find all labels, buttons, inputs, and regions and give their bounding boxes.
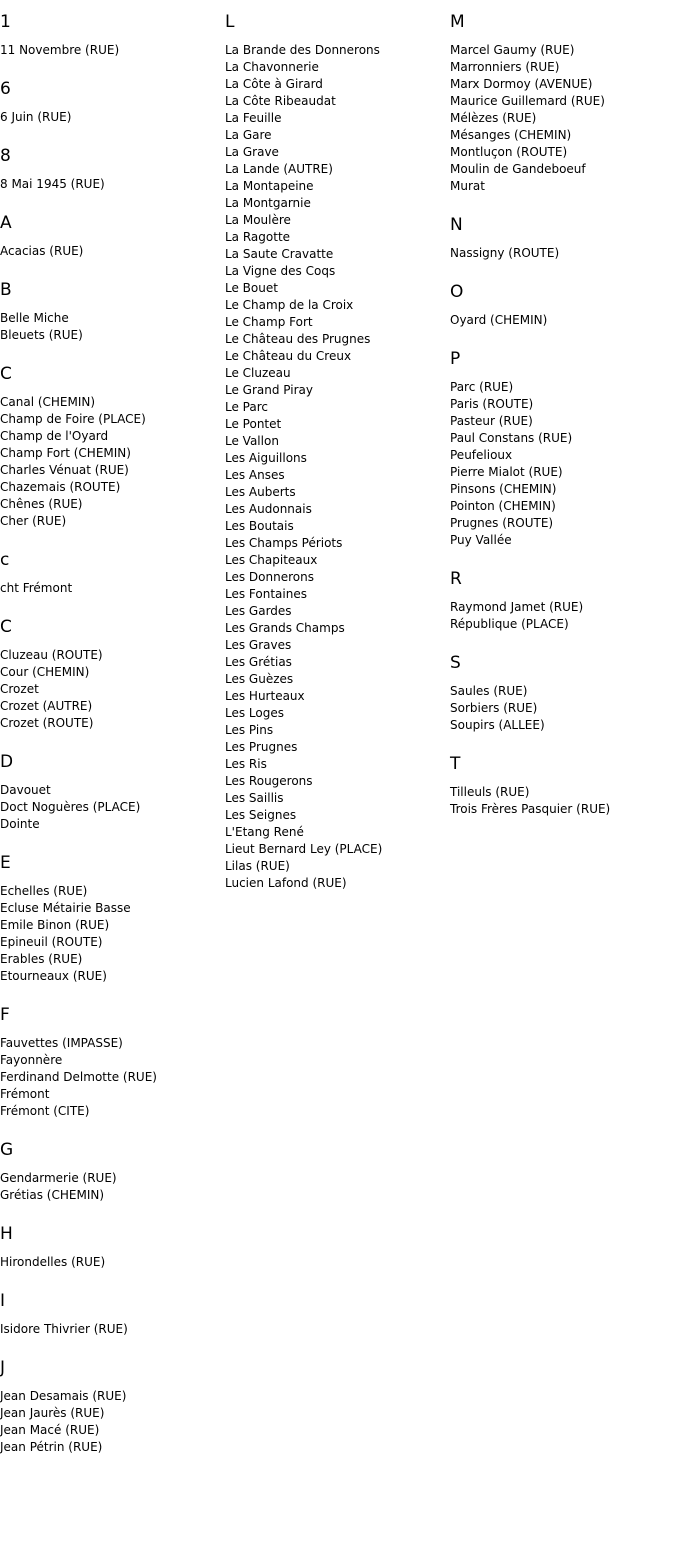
street-link[interactable]: Saules (RUE) [450,684,528,698]
street-link[interactable]: Paris (ROUTE) [450,397,534,411]
street-link[interactable]: Echelles (RUE) [0,884,88,898]
street-link[interactable]: Le Vallon [225,434,279,448]
letter-heading: C [0,364,12,384]
street-link[interactable]: Les Saillis [225,791,284,805]
street-list [0,42,225,59]
street-link[interactable]: Les Anses [225,468,285,482]
street-list [225,42,450,892]
letter-heading: B [0,280,12,300]
street-link[interactable]: Champ de Foire (PLACE) [0,412,146,426]
street-link[interactable]: Soupirs (ALLEE) [450,718,545,732]
street-link[interactable]: Jean Pétrin (RUE) [0,1440,103,1454]
street-list [450,784,675,818]
street-link[interactable]: Belle Miche [0,311,69,325]
street-link[interactable]: La Grave [225,145,279,159]
street-link[interactable]: Emile Binon (RUE) [0,918,110,932]
letter-heading: F [0,1005,10,1025]
letter-heading: I [0,1291,6,1311]
street-link[interactable]: Les Grands Champs [225,621,345,635]
street-list [0,109,225,126]
letter-heading: D [0,752,14,772]
street-link[interactable]: Raymond Jamet (RUE) [450,600,584,614]
street-link[interactable]: Grétias (CHEMIN) [0,1188,105,1202]
street-list [0,1321,225,1338]
street-link[interactable]: Doct Noguères (PLACE) [0,800,141,814]
street-link[interactable]: Davouet [0,783,51,797]
street-link[interactable]: Les Guèzes [225,672,294,686]
street-link[interactable]: Les Hurteaux [225,689,305,703]
letter-heading: R [450,569,462,589]
street-link[interactable]: La Chavonnerie [225,60,319,74]
street-list [0,1035,225,1120]
street-link[interactable]: Fayonnère [0,1053,63,1067]
street-link[interactable]: Marcel Gaumy (RUE) [450,43,575,57]
street-list [0,647,225,732]
street-link[interactable]: La Lande (AUTRE) [225,162,333,176]
street-link[interactable]: Le Bouet [225,281,278,295]
letter-section [0,1358,225,1456]
street-link[interactable]: Canal (CHEMIN) [0,395,96,409]
street-link[interactable]: Puy Vallée [450,533,512,547]
letter-heading: H [0,1224,13,1244]
street-link[interactable]: 11 Novembre (RUE) [0,43,120,57]
street-link[interactable]: Les Pins [225,723,274,737]
street-link[interactable]: Chênes (RUE) [0,497,83,511]
street-link[interactable]: Prugnes (ROUTE) [450,516,554,530]
letter-section [450,215,675,262]
street-link[interactable]: Les Auberts [225,485,296,499]
street-link[interactable]: Bleuets (RUE) [0,328,83,342]
street-link[interactable]: Montluçon (ROUTE) [450,145,568,159]
street-link[interactable]: Pasteur (RUE) [450,414,533,428]
street-link[interactable]: Charles Vénuat (RUE) [0,463,129,477]
street-link[interactable]: Frémont (CITE) [0,1104,90,1118]
street-link[interactable]: Isidore Thivrier (RUE) [0,1322,128,1336]
street-link[interactable]: Les Seignes [225,808,297,822]
letter-heading: O [450,282,464,302]
letter-heading: M [450,12,465,32]
street-list [0,176,225,193]
street-link[interactable]: Les Prugnes [225,740,298,754]
street-link[interactable]: Crozet [0,682,39,696]
street-link[interactable]: Ferdinand Delmotte (RUE) [0,1070,157,1084]
street-link[interactable]: La Gare [225,128,272,142]
street-link[interactable]: cht Frémont [0,581,73,595]
street-list [0,243,225,260]
letter-heading: S [450,653,461,673]
letter-heading: 8 [0,146,11,166]
street-link[interactable]: Paul Constans (RUE) [450,431,573,445]
letter-section [0,1140,225,1204]
letter-section [0,146,225,193]
street-link[interactable]: Frémont [0,1087,50,1101]
street-list [0,394,225,530]
street-link[interactable]: Les Loges [225,706,284,720]
letter-section [0,79,225,126]
street-link[interactable]: Chazemais (ROUTE) [0,480,121,494]
street-link[interactable]: Mélèzes (RUE) [450,111,537,125]
street-link[interactable]: Marx Dormoy (AVENUE) [450,77,593,91]
street-link[interactable]: Etourneaux (RUE) [0,969,107,983]
letter-heading: J [0,1358,6,1378]
street-link[interactable]: La Brande des Donnerons [225,43,380,57]
letter-section [0,550,225,597]
street-link[interactable]: Maurice Guillemard (RUE) [450,94,605,108]
street-link[interactable]: Pointon (CHEMIN) [450,499,556,513]
street-link[interactable]: Cour (CHEMIN) [0,665,90,679]
street-link[interactable]: Crozet (AUTRE) [0,699,93,713]
letter-section [450,12,675,195]
letter-section [0,1005,225,1120]
street-link[interactable]: Le Grand Piray [225,383,313,397]
letter-section [450,349,675,549]
street-link[interactable]: Fauvettes (IMPASSE) [0,1036,123,1050]
street-link[interactable]: 8 Mai 1945 (RUE) [0,177,105,191]
street-link[interactable]: Jean Macé (RUE) [0,1423,100,1437]
street-link[interactable]: Champ Fort (CHEMIN) [0,446,131,460]
letter-section [450,653,675,734]
letter-heading: T [450,754,461,774]
letter-section [450,569,675,633]
letter-heading: L [225,12,235,32]
index-column-2 [225,0,450,892]
letter-section [0,364,225,530]
street-link[interactable]: Crozet (ROUTE) [0,716,94,730]
street-link[interactable]: Hirondelles (RUE) [0,1255,106,1269]
street-link[interactable]: Le Cluzeau [225,366,291,380]
street-link[interactable]: République (PLACE) [450,617,569,631]
street-link[interactable]: La Vigne des Coqs [225,264,336,278]
letter-heading: 1 [0,12,11,32]
street-link[interactable]: Dointe [0,817,40,831]
street-link[interactable]: Les Rougerons [225,774,313,788]
street-link[interactable]: Oyard (CHEMIN) [450,313,548,327]
street-list [450,379,675,549]
street-link[interactable]: Le Château des Prugnes [225,332,371,346]
street-link[interactable]: La Saute Cravatte [225,247,334,261]
street-link[interactable]: La Côte à Girard [225,77,323,91]
street-list [0,1170,225,1204]
street-link[interactable]: Cluzeau (ROUTE) [0,648,103,662]
letter-heading: G [0,1140,14,1160]
street-link[interactable]: Les Chapiteaux [225,553,318,567]
street-link[interactable]: Les Boutais [225,519,294,533]
street-link[interactable]: La Montgarnie [225,196,311,210]
street-link[interactable]: Peufelioux [450,448,513,462]
street-link[interactable]: Les Gardes [225,604,292,618]
letter-heading: E [0,853,11,873]
letter-section [450,282,675,329]
street-link[interactable]: Les Donnerons [225,570,314,584]
street-link[interactable]: Lieut Bernard Ley (PLACE) [225,842,383,856]
street-link[interactable]: Acacias (RUE) [0,244,84,258]
street-link[interactable]: Cher (RUE) [0,514,67,528]
street-link[interactable]: Les Grétias [225,655,292,669]
street-link[interactable]: La Montapeine [225,179,314,193]
letter-section [0,12,225,59]
street-link[interactable]: L'Etang René [225,825,304,839]
street-list [0,310,225,344]
street-link[interactable]: Lilas (RUE) [225,859,290,873]
street-link[interactable]: Nassigny (ROUTE) [450,246,560,260]
letter-heading: N [450,215,463,235]
street-list [0,1254,225,1271]
street-link[interactable]: Champ de l'Oyard [0,429,109,443]
street-link[interactable]: Erables (RUE) [0,952,83,966]
street-link[interactable]: Le Champ de la Croix [225,298,354,312]
letter-heading: P [450,349,461,369]
street-list [450,42,675,195]
street-link[interactable]: Gendarmerie (RUE) [0,1171,117,1185]
street-link[interactable]: Pinsons (CHEMIN) [450,482,557,496]
street-link[interactable]: Le Parc [225,400,268,414]
street-list [0,883,225,985]
street-list [0,580,225,597]
letter-section [450,754,675,818]
street-list [450,683,675,734]
street-link[interactable]: Les Graves [225,638,292,652]
letter-heading: A [0,213,12,233]
street-link[interactable]: Ecluse Métairie Basse [0,901,131,915]
street-link[interactable]: Epineuil (ROUTE) [0,935,103,949]
street-link[interactable]: Les Audonnais [225,502,312,516]
letter-section [225,12,450,892]
street-link[interactable]: Jean Jaurès (RUE) [0,1406,105,1420]
letter-section [0,1291,225,1338]
street-link[interactable]: Jean Desamais (RUE) [0,1389,127,1403]
street-list [450,312,675,329]
letter-heading: C [0,617,12,637]
street-link[interactable]: Pierre Mialot (RUE) [450,465,563,479]
street-link[interactable]: Les Fontaines [225,587,307,601]
index-column-3 [450,0,675,818]
street-list [0,782,225,833]
street-list [450,599,675,633]
street-link[interactable]: Les Champs Périots [225,536,343,550]
letter-section [0,1224,225,1271]
street-link[interactable]: La Côte Ribeaudat [225,94,336,108]
street-link[interactable]: Marronniers (RUE) [450,60,560,74]
street-link[interactable]: Les Aiguillons [225,451,307,465]
street-list [450,245,675,262]
index-column-1 [0,0,225,1456]
street-link[interactable]: Le Pontet [225,417,282,431]
street-link[interactable]: Tilleuls (RUE) [450,785,530,799]
street-link[interactable]: Parc (RUE) [450,380,514,394]
street-list [0,1388,225,1456]
street-link[interactable]: Les Ris [225,757,267,771]
letter-section [0,752,225,833]
street-link[interactable]: Trois Frères Pasquier (RUE) [450,802,611,816]
street-link[interactable]: Murat [450,179,485,193]
street-link[interactable]: La Ragotte [225,230,291,244]
letter-section [0,280,225,344]
street-link[interactable]: 6 Juin (RUE) [0,110,72,124]
letter-section [0,213,225,260]
letter-section [0,617,225,732]
street-link[interactable]: Moulin de Gandeboeuf [450,162,586,176]
letter-heading: 6 [0,79,11,99]
street-link[interactable]: Sorbiers (RUE) [450,701,538,715]
street-link[interactable]: La Feuille [225,111,282,125]
letter-heading: c [0,550,10,570]
street-link[interactable]: Lucien Lafond (RUE) [225,876,347,890]
street-link[interactable]: Le Château du Creux [225,349,352,363]
letter-section [0,853,225,985]
street-link[interactable]: Mésanges (CHEMIN) [450,128,572,142]
street-link[interactable]: La Moulère [225,213,291,227]
street-link[interactable]: Le Champ Fort [225,315,313,329]
